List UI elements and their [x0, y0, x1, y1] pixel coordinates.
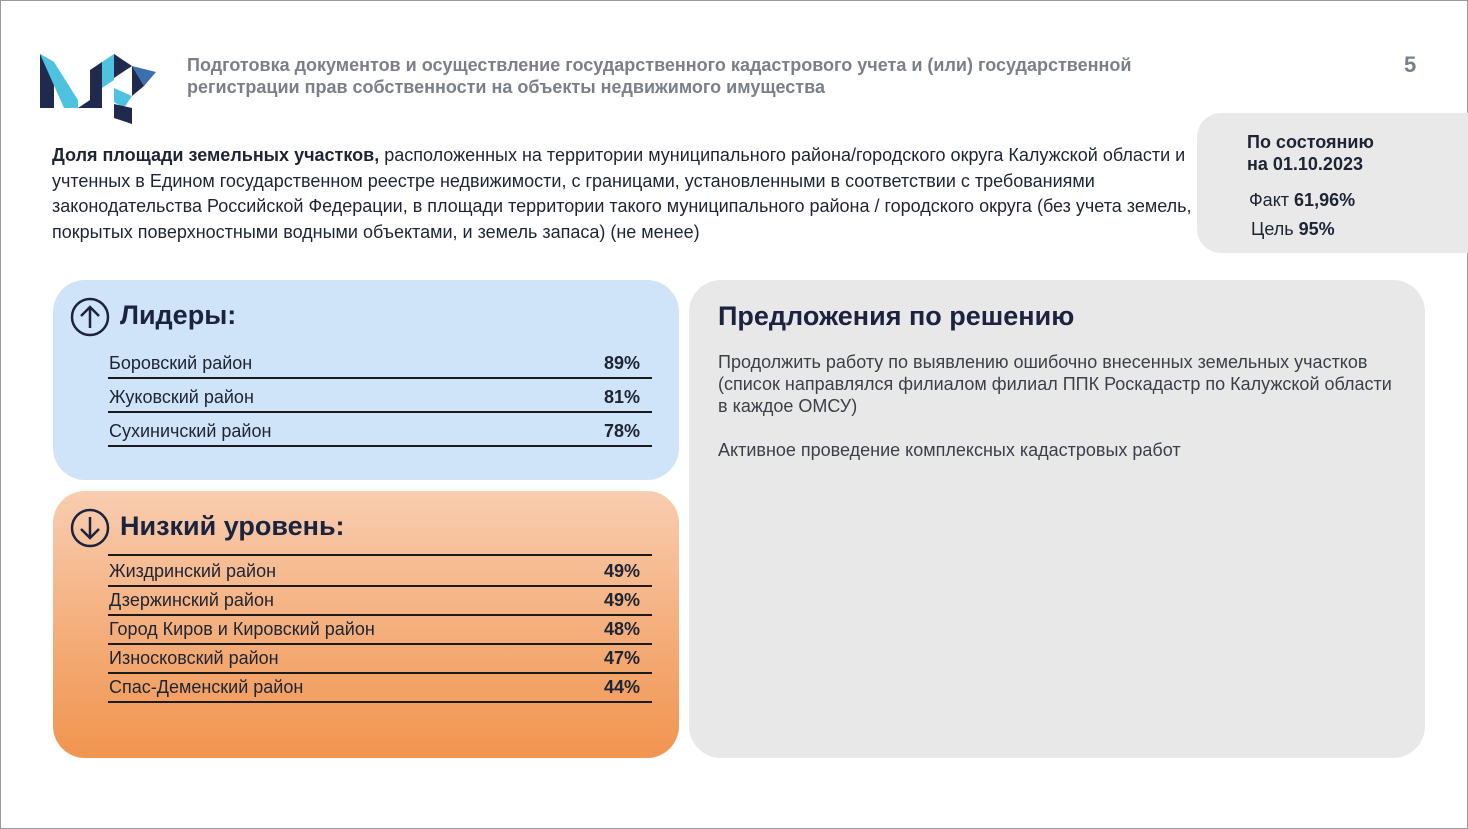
- status-fact: [1249, 190, 1355, 211]
- status-date: [1247, 131, 1374, 175]
- proposals-title: Предложения по решению: [718, 301, 1075, 331]
- low-level-heading: Низкий уровень:: [120, 511, 345, 541]
- district-name: Износковский район: [109, 648, 279, 668]
- leaders-panel: [53, 280, 679, 480]
- status-box: [1197, 113, 1468, 253]
- district-value: 48%: [603, 619, 640, 639]
- district-name: Город Киров и Кировский район: [109, 619, 375, 639]
- proposals-panel: [689, 280, 1425, 758]
- district-value: 44%: [603, 677, 640, 697]
- arrow-down-circle-icon: [70, 508, 110, 548]
- goal-label: Цель: [1251, 219, 1294, 239]
- low-level-panel: [53, 491, 679, 758]
- district-value: 49%: [603, 561, 640, 581]
- district-name: Спас-Деменский район: [109, 677, 304, 697]
- district-value: 47%: [603, 648, 640, 668]
- description-bold: Доля площади земельных участков,: [52, 145, 380, 165]
- district-value: 81%: [603, 387, 640, 407]
- district-value: 49%: [603, 590, 640, 610]
- indicator-description: [52, 143, 1192, 245]
- fact-label: Факт: [1249, 190, 1290, 210]
- low-level-list: [108, 554, 652, 703]
- goal-value: 95%: [1298, 219, 1335, 239]
- district-name: Сухиничский район: [109, 421, 272, 441]
- list-item: [108, 556, 652, 587]
- fact-value: 61,96%: [1294, 190, 1356, 210]
- list-item: [108, 379, 652, 413]
- list-item: [108, 674, 652, 703]
- header-title: Подготовка документов и осуществление государственного кадастрового учета и (или) государственной регистрации прав собственности на объекты недвижимого имущества: [187, 55, 1132, 97]
- status-line2: на 01.10.2023: [1247, 154, 1363, 174]
- logo-icon: [40, 48, 160, 126]
- proposal-paragraph: Активное проведение комплексных кадастровых работ: [718, 440, 1181, 460]
- status-line1: По состоянию: [1247, 132, 1374, 152]
- list-item: [108, 616, 652, 645]
- district-name: Боровский район: [109, 353, 253, 373]
- leaders-list: [108, 346, 652, 447]
- list-item: [108, 413, 652, 447]
- district-name: Жуковский район: [109, 387, 254, 407]
- list-item: [108, 587, 652, 616]
- arrow-up-circle-icon: [70, 297, 110, 337]
- description-text: расположенных на территории муниципального района/городского округа Калужской области и учтенных в Едином государственном реестре недвижимости, с границами, установленными в соответствии с требованиями законодательства Российской Федерации, в площади территории такого муниципального района / городского округа (без учета земель, покрытых поверхностными водными объектами, и земель запаса) (не менее): [52, 145, 1192, 242]
- list-item: [108, 645, 652, 674]
- district-value: 78%: [603, 421, 640, 441]
- page-number: 5: [1404, 52, 1417, 77]
- district-name: Жиздринский район: [109, 561, 277, 581]
- list-item: [108, 346, 652, 379]
- proposal-paragraph: Продолжить работу по выявлению ошибочно внесенных земельных участков (список направлялся филиалом филиал ППК Роскадастр по Калужской области в каждое ОМСУ): [718, 352, 1392, 416]
- district-name: Дзержинский район: [109, 590, 274, 610]
- status-goal: [1251, 219, 1335, 240]
- district-value: 89%: [603, 353, 640, 373]
- leaders-heading: Лидеры:: [120, 300, 237, 330]
